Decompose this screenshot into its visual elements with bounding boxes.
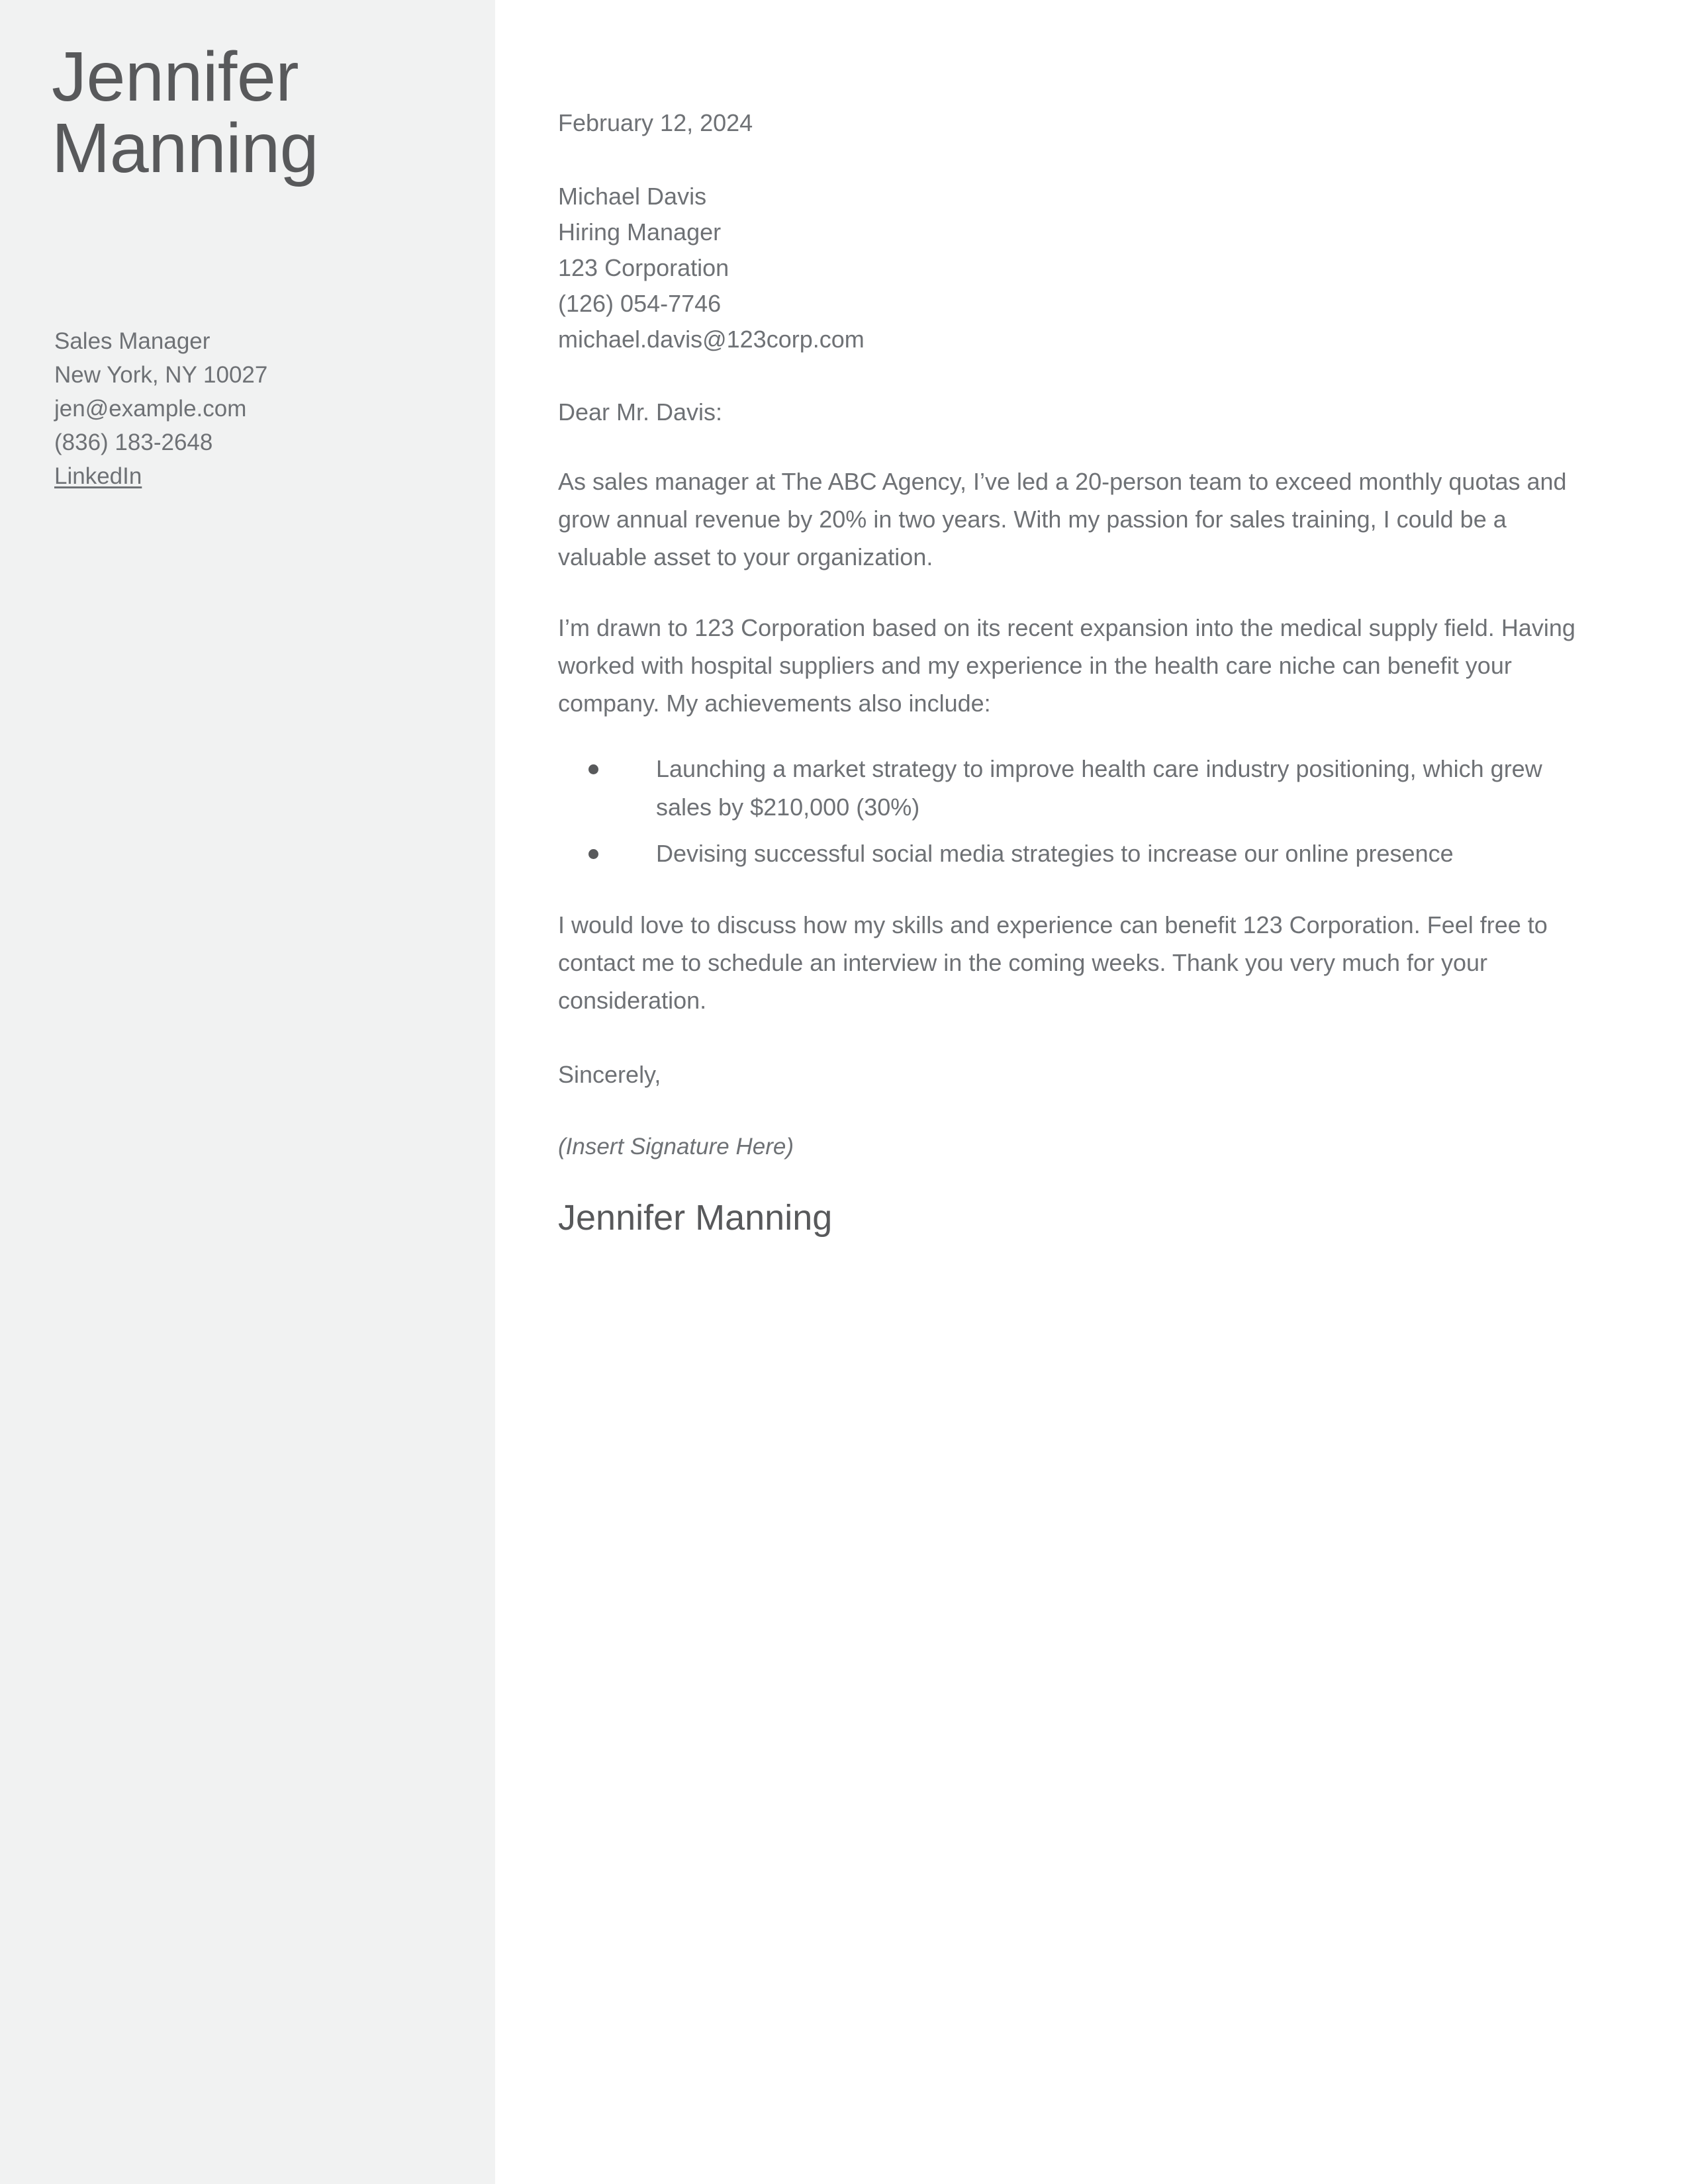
linkedin-link[interactable]: LinkedIn bbox=[54, 463, 142, 490]
recipient-block bbox=[558, 179, 1591, 357]
applicant-email: jen@example.com bbox=[54, 396, 247, 422]
list-item-label: Launching a market strategy to improve health care industry positioning, which grew sales by $210,000 (30%) bbox=[656, 755, 1542, 821]
applicant-contact-block bbox=[54, 324, 478, 493]
bullet-point-icon bbox=[588, 764, 598, 774]
signature-placeholder: (Insert Signature Here) bbox=[558, 1133, 794, 1160]
applicant-location: New York, NY 10027 bbox=[54, 362, 268, 388]
list-item bbox=[558, 835, 1591, 873]
applicant-name-heading bbox=[52, 38, 462, 188]
list-item-label: Devising successful social media strategies to increase our online presence bbox=[656, 839, 1454, 867]
recipient-company: 123 Corporation bbox=[558, 254, 729, 282]
letter-body bbox=[558, 0, 1591, 1241]
list-item bbox=[558, 750, 1591, 826]
letter-paragraph-2: I’m drawn to 123 Corporation based on its recent expansion into the medical supply field. Having worked with hospital suppliers and my experience in the health care niche can benefit your company. My achievements also include: bbox=[558, 614, 1575, 717]
letter-signoff: Sincerely, bbox=[558, 1060, 661, 1088]
sidebar bbox=[0, 0, 495, 2184]
bullet-point-icon bbox=[588, 849, 598, 859]
letter-paragraph-1: As sales manager at The ABC Agency, I’ve led a 20-person team to exceed monthly quotas and grow annual revenue by 20% in two years. With my passion for sales training, I could be a valuable asset to your organization. bbox=[558, 468, 1567, 570]
letter-date: February 12, 2024 bbox=[558, 109, 753, 136]
recipient-title: Hiring Manager bbox=[558, 218, 722, 246]
applicant-last-name: Manning bbox=[52, 109, 319, 188]
signature-name: Jennifer Manning bbox=[558, 1198, 833, 1238]
achievements-list bbox=[558, 750, 1591, 872]
applicant-first-name: Jennifer bbox=[52, 38, 299, 116]
letter-paragraph-3: I would love to discuss how my skills and experience can benefit 123 Corporation. Feel free to contact me to schedule an interview in the coming weeks. Thank you very much for your consideration. bbox=[558, 911, 1548, 1014]
applicant-phone: (836) 183-2648 bbox=[54, 430, 213, 456]
letter-salutation: Dear Mr. Davis: bbox=[558, 398, 723, 426]
recipient-name: Michael Davis bbox=[558, 183, 707, 210]
recipient-email: michael.davis@123corp.com bbox=[558, 326, 865, 353]
recipient-phone: (126) 054-7746 bbox=[558, 290, 722, 318]
applicant-job-title: Sales Manager bbox=[54, 328, 211, 354]
applicant-linkedin-row bbox=[54, 459, 478, 493]
